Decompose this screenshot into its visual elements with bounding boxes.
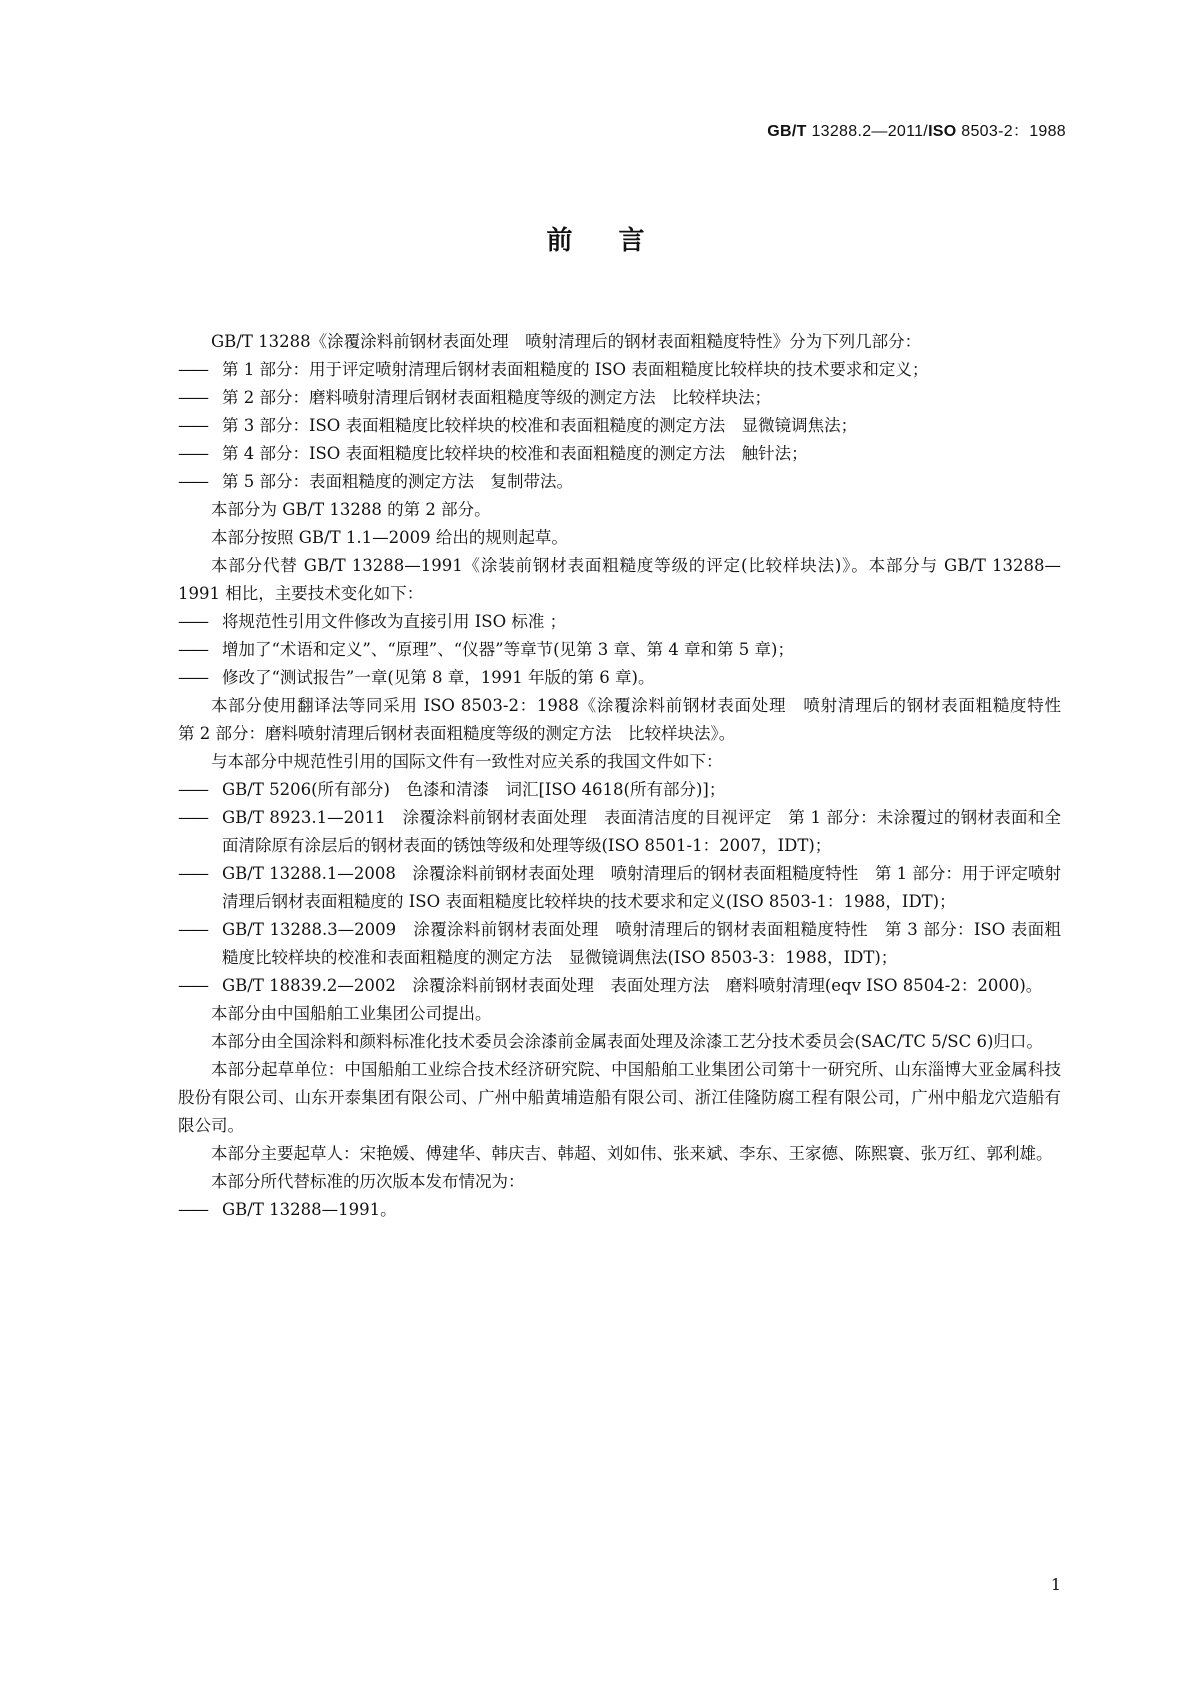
list-item: [178, 804, 1061, 860]
iso-number: 8503-2：1988: [956, 123, 1066, 140]
dash-marker: ——: [178, 640, 207, 659]
dash-marker: ——: [178, 780, 207, 799]
gb-prefix: GB/T: [767, 123, 807, 140]
dash-marker: ——: [178, 472, 207, 491]
list-item-text: 第 2 部分：磨料喷射清理后钢材表面粗糙度等级的测定方法 比较样块法；: [222, 388, 771, 407]
list-item-text: 第 4 部分：ISO 表面粗糙度比较样块的校准和表面粗糙度的测定方法 触针法；: [222, 444, 808, 463]
paragraph: 本部分所代替标准的历次版本发布情况为：: [211, 1172, 525, 1191]
paragraph: 与本部分中规范性引用的国际文件有一致性对应关系的我国文件如下：: [211, 752, 723, 771]
dash-marker: ——: [178, 612, 207, 631]
paragraph: 本部分为 GB/T 13288 的第 2 部分。: [211, 500, 491, 519]
list-item-text: 第 3 部分：ISO 表面粗糙度比较样块的校准和表面粗糙度的测定方法 显微镜调焦法；: [222, 416, 858, 435]
paragraph: 本部分由全国涂料和颜料标准化技术委员会涂漆前金属表面处理及涂漆工艺分技术委员会(SAC/TC 5/SC 6)归口。: [211, 1032, 1043, 1051]
gb-number: 13288.2—2011/: [806, 123, 929, 140]
dash-marker: ——: [178, 920, 207, 939]
list-item: [178, 468, 1061, 496]
list-item-text: 将规范性引用文件修改为直接引用 ISO 标准 ；: [222, 612, 567, 631]
standard-code: [767, 118, 1066, 141]
paragraph: GB/T 13288《涂覆涂料前钢材表面处理 喷射清理后的钢材表面粗糙度特性》分为下列几部分：: [211, 332, 922, 351]
foreword-body: [178, 328, 1078, 1224]
list-item-text: GB/T 13288.1—2008 涂覆涂料前钢材表面处理 喷射清理后的钢材表面粗糙度特性 第 1 部分：用于评定喷射清理后钢材表面粗糙度的 ISO 表面粗糙度比较样块的技术要求和定义(ISO 8503-1：1988，IDT)；: [222, 864, 1061, 911]
page-number: 1: [1050, 1575, 1061, 1594]
paragraph: 本部分按照 GB/T 1.1—2009 给出的规则起草。: [211, 528, 568, 547]
list-item: [178, 608, 1061, 636]
page-title: 前言: [546, 226, 691, 256]
iso-prefix: ISO: [928, 123, 957, 140]
list-item-text: 第 1 部分：用于评定喷射清理后钢材表面粗糙度的 ISO 表面粗糙度比较样块的技术要求和定义；: [222, 360, 929, 379]
list-item-text: GB/T 13288—1991。: [222, 1200, 397, 1219]
list-item-text: 修改了“测试报告”一章(见第 8 章，1991 年版的第 6 章)。: [222, 668, 655, 687]
list-item-text: GB/T 18839.2—2002 涂覆涂料前钢材表面处理 表面处理方法 磨料喷射清理(eqv ISO 8504-2：2000)。: [222, 976, 1043, 995]
dash-marker: ——: [178, 360, 207, 379]
paragraph: 本部分使用翻译法等同采用 ISO 8503-2：1988《涂覆涂料前钢材表面处理 喷射清理后的钢材表面粗糙度特性 第 2 部分：磨料喷射清理后钢材表面粗糙度等级的测定方法 比较样块法》。: [178, 696, 1078, 743]
dash-marker: ——: [178, 416, 207, 435]
dash-marker: ——: [178, 444, 207, 463]
list-item: [178, 1196, 1061, 1224]
paragraph: 本部分起草单位：中国船舶工业综合技术经济研究院、中国船舶工业集团公司第十一研究所、山东淄博大亚金属科技股份有限公司、山东开泰集团有限公司、广州中船黄埔造船有限公司、浙江佳隆防腐工程有限公司，广州中船龙穴造船有限公司。: [178, 1060, 1061, 1135]
list-item: [178, 776, 1061, 804]
list-item: [178, 384, 1061, 412]
list-item-text: 增加了“术语和定义”、“原理”、“仪器”等章节(见第 3 章、第 4 章和第 5 章)；: [222, 640, 794, 659]
paragraph: 本部分主要起草人：宋艳媛、傅建华、韩庆吉、韩超、刘如伟、张来斌、李东、王家德、陈熙寰、张万红、郭利雄。: [211, 1144, 1053, 1163]
list-item: [178, 636, 1061, 664]
dash-marker: ——: [178, 864, 207, 883]
dash-marker: ——: [178, 976, 207, 995]
paragraph: 本部分由中国船舶工业集团公司提出。: [211, 1004, 492, 1023]
list-item: [178, 972, 1061, 1000]
list-item: [178, 916, 1061, 972]
list-item: [178, 440, 1061, 468]
list-item: [178, 356, 1061, 384]
list-item-text: GB/T 8923.1—2011 涂覆涂料前钢材表面处理 表面清洁度的目视评定 第 1 部分：未涂覆过的钢材表面和全面清除原有涂层后的钢材表面的锈蚀等级和处理等级(ISO 8501-1：2007，IDT)；: [222, 808, 1061, 855]
list-item: [178, 860, 1061, 916]
dash-marker: ——: [178, 388, 207, 407]
dash-marker: ——: [178, 808, 207, 827]
paragraph: 本部分代替 GB/T 13288—1991《涂装前钢材表面粗糙度等级的评定(比较样块法)》。本部分与 GB/T 13288—1991 相比，主要技术变化如下：: [178, 556, 1061, 603]
list-item-text: 第 5 部分：表面粗糙度的测定方法 复制带法。: [222, 472, 573, 491]
list-item-text: GB/T 5206(所有部分) 色漆和清漆 词汇[ISO 4618(所有部分)]；: [222, 780, 726, 799]
dash-marker: ——: [178, 668, 207, 687]
list-item-text: GB/T 13288.3—2009 涂覆涂料前钢材表面处理 喷射清理后的钢材表面粗糙度特性 第 3 部分：ISO 表面粗糙度比较样块的校准和表面粗糙度的测定方法 显微镜调焦法(ISO 8503-3：1988，IDT)；: [222, 920, 1061, 967]
list-item: [178, 664, 1061, 692]
list-item: [178, 412, 1061, 440]
dash-marker: ——: [178, 1200, 207, 1219]
